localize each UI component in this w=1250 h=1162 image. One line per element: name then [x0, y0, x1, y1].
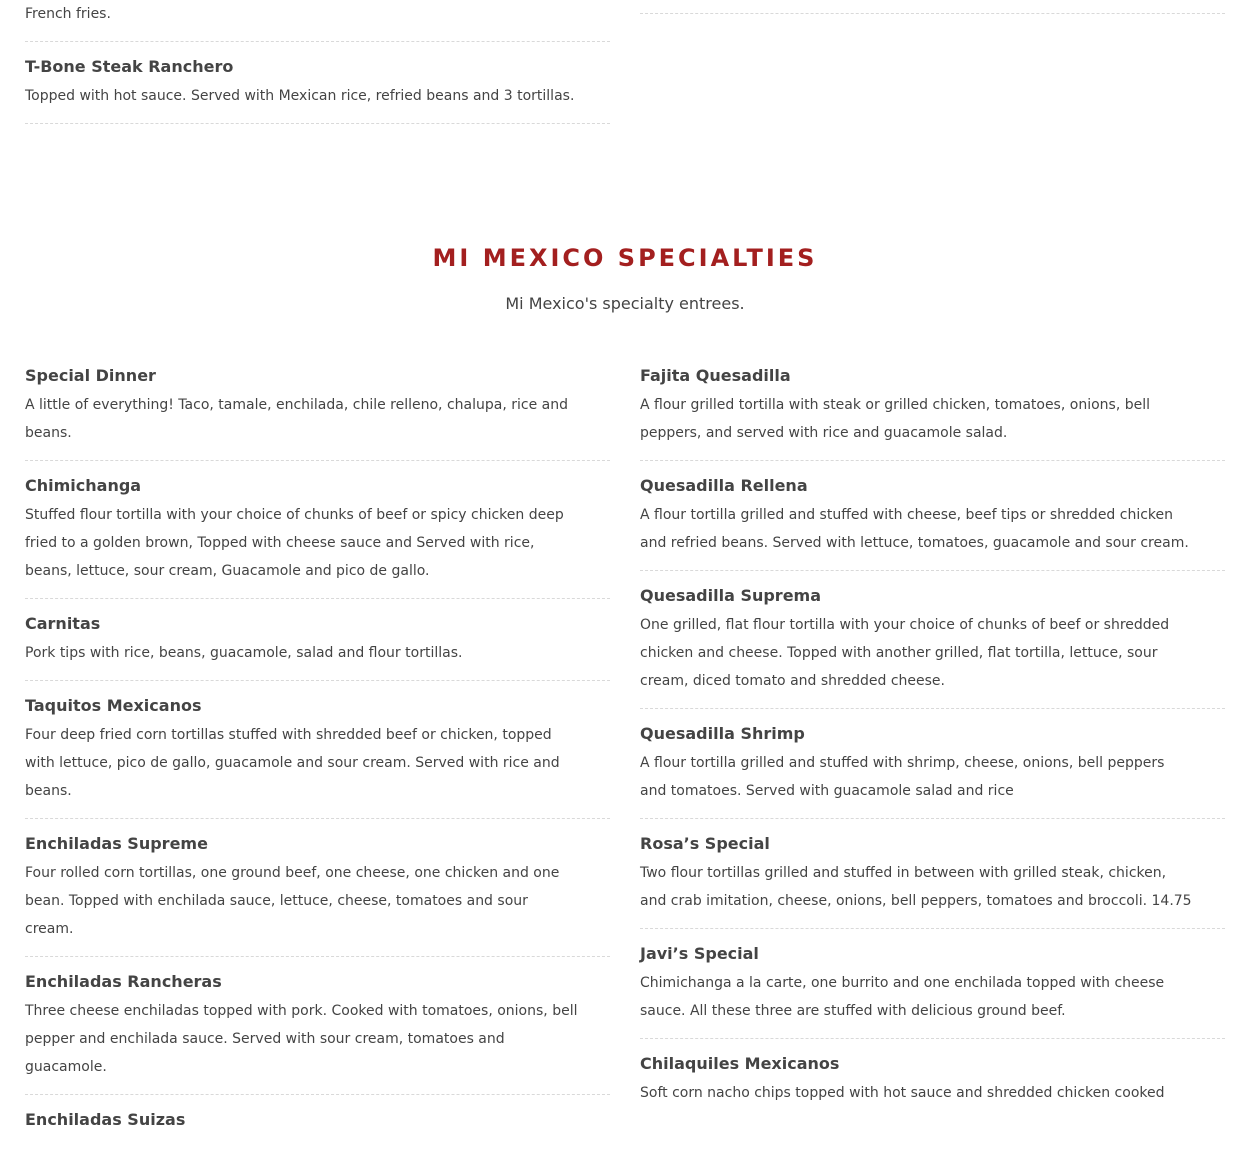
- section-title: MI MEXICO SPECIALTIES: [432, 244, 818, 272]
- section-subtitle: Mi Mexico's specialty entrees.: [505, 294, 745, 313]
- menu-item-name: Enchiladas Suizas: [25, 1110, 186, 1129]
- menu-item-name: Chimichanga: [25, 476, 142, 495]
- menu-item-description: Four deep fried corn tortillas stuffed with shredded beef or chicken, topped with lettuce, pico de gallo, guacamole and sour cream. Served with rice and beans.: [25, 727, 560, 799]
- menu-item: [25, 695, 610, 819]
- menu-item-name: Quesadilla Suprema: [640, 586, 822, 605]
- menu-item: [640, 723, 1225, 819]
- menu-item: [25, 56, 610, 124]
- specialties-right-column: [640, 365, 1225, 1134]
- menu-item-name: Enchiladas Supreme: [25, 834, 208, 853]
- menu-item-description: Three cheese enchiladas topped with pork. Cooked with tomatoes, onions, bell pepper and enchilada sauce. Served with sour cream, tomatoes and guacamole.: [25, 1003, 578, 1075]
- menu-item-description: Two flour tortillas grilled and stuffed in between with grilled steak, chicken, and crab imitation, cheese, onions, bell peppers, tomatoes and broccoli. 14.75: [640, 865, 1192, 909]
- menu-item: [25, 971, 610, 1095]
- menu-item: [640, 0, 1225, 14]
- menu-item-description: A flour tortilla grilled and stuffed with cheese, beef tips or shredded chicken and refried beans. Served with lettuce, tomatoes, guacamole and sour cream.: [640, 507, 1189, 551]
- menu-item-description: A little of everything! Taco, tamale, enchilada, chile relleno, chalupa, rice and beans.: [25, 397, 568, 441]
- menu-item-description: A flour tortilla grilled and stuffed with shrimp, cheese, onions, bell peppers and tomatoes. Served with guacamole salad and rice: [640, 755, 1165, 799]
- menu-item-name: Quesadilla Shrimp: [640, 724, 805, 743]
- menu-item-description: One grilled, flat flour tortilla with your choice of chunks of beef or shredded chicken and cheese. Topped with another grilled, flat tortilla, lettuce, sour cream, diced tomato and shredded cheese.: [640, 617, 1170, 689]
- menu-item: [25, 365, 610, 461]
- menu-item-name: Special Dinner: [25, 366, 156, 385]
- menu-item-name: Javi’s Special: [640, 944, 759, 963]
- menu-item-description: Stuffed flour tortilla with your choice of chunks of beef or spicy chicken deep fried to a golden brown, Topped with cheese sauce and Served with rice, beans, lettuce, sour cream, Guacamole and pico de gallo.: [25, 507, 564, 579]
- menu-item-name: Enchiladas Rancheras: [25, 972, 222, 991]
- menu-item: [640, 833, 1225, 929]
- menu-item: [640, 1053, 1225, 1120]
- menu-item-description: Soft corn nacho chips topped with hot sauce and shredded chicken cooked: [640, 1085, 1165, 1101]
- menu-item: [25, 0, 610, 42]
- menu-item-name: Quesadilla Rellena: [640, 476, 808, 495]
- menu-item-name: Fajita Quesadilla: [640, 366, 791, 385]
- menu-item-name: Rosa’s Special: [640, 834, 770, 853]
- menu-item-name: T-Bone Steak Ranchero: [25, 57, 234, 76]
- menu-item: [25, 613, 610, 681]
- menu-item-description: Four rolled corn tortillas, one ground beef, one cheese, one chicken and one bean. Topped with enchilada sauce, lettuce, cheese, tomatoes and sour cream.: [25, 865, 560, 937]
- menu-item-description: Pork tips with rice, beans, guacamole, salad and flour tortillas.: [25, 645, 463, 661]
- menu-item: [640, 585, 1225, 709]
- menu-item-name: Taquitos Mexicanos: [25, 696, 202, 715]
- menu-item: [640, 475, 1225, 571]
- menu-item: [25, 1109, 610, 1148]
- menu-item-description: A flour grilled tortilla with steak or grilled chicken, tomatoes, onions, bell peppers, and served with rice and guacamole salad.: [640, 397, 1150, 441]
- menu-item: [640, 943, 1225, 1039]
- menu-item-description: French fries.: [25, 6, 111, 22]
- menu-item-name: Chilaquiles Mexicanos: [640, 1054, 840, 1073]
- menu-item-description: Topped with hot sauce. Served with Mexican rice, refried beans and 3 tortillas.: [25, 88, 575, 104]
- top-menu-left-column: [25, 0, 610, 138]
- menu-item: [640, 365, 1225, 461]
- menu-item-name: Carnitas: [25, 614, 101, 633]
- specialties-left-column: [25, 365, 610, 1162]
- top-menu-right-column: [640, 0, 1225, 28]
- menu-item: [25, 475, 610, 599]
- menu-item: [25, 833, 610, 957]
- menu-item-description: Chimichanga a la carte, one burrito and one enchilada topped with cheese sauce. All these three are stuffed with delicious ground beef.: [640, 975, 1165, 1019]
